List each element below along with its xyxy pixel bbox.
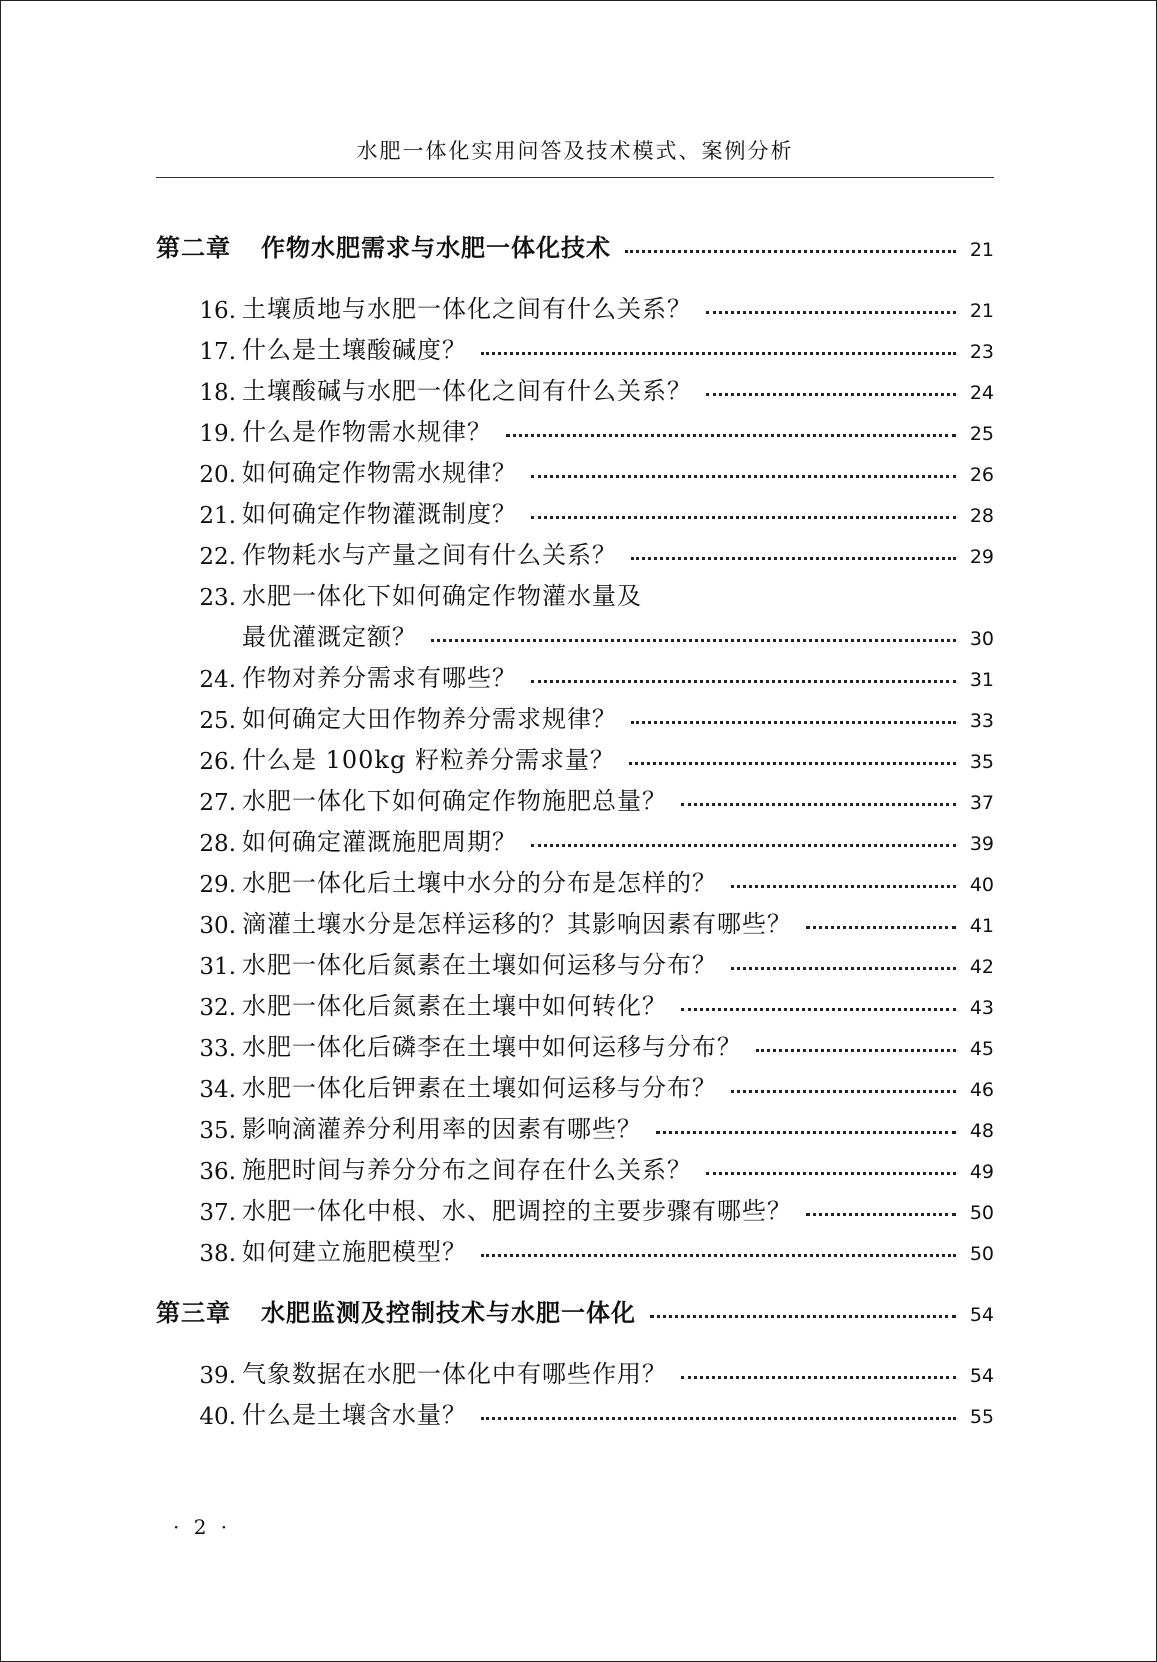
dot-leader	[706, 310, 956, 314]
toc-entry	[156, 530, 994, 570]
toc-entry	[156, 448, 994, 488]
entry-title: 作物对养分需求有哪些？	[242, 664, 517, 692]
dot-leader	[531, 679, 956, 683]
dot-leader	[681, 802, 956, 806]
entry-page-number: 25	[969, 423, 994, 445]
dot-leader	[706, 1171, 956, 1175]
dot-leader	[531, 843, 956, 847]
dot-leader	[481, 351, 956, 355]
toc-entry	[156, 981, 994, 1021]
entry-page-number: 54	[969, 1304, 994, 1326]
entry-page-number: 54	[969, 1365, 994, 1387]
toc-entry	[156, 940, 994, 980]
entry-page-number: 48	[969, 1120, 994, 1142]
entry-number: 32.	[199, 995, 236, 1021]
entry-number: 33.	[199, 1036, 236, 1062]
toc-entry	[156, 1022, 994, 1062]
toc-entry	[156, 284, 994, 324]
dot-leader	[806, 925, 956, 929]
toc-entry	[156, 489, 994, 529]
entry-title: 滴灌土壤水分是怎样运移的？其影响因素有哪些？	[242, 910, 792, 938]
entry-title: 什么是土壤含水量？	[242, 1401, 467, 1429]
toc-entry	[156, 899, 994, 939]
entry-title: 水肥一体化后氮素在土壤如何运移与分布？	[242, 951, 717, 979]
entry-number: 22.	[199, 544, 236, 570]
entry-title: 土壤质地与水肥一体化之间有什么关系？	[242, 295, 692, 323]
dot-leader	[681, 1007, 956, 1011]
entry-page-number: 49	[969, 1161, 994, 1183]
entry-title: 水肥一体化下如何确定作物施肥总量？	[242, 787, 667, 815]
toc-entry	[156, 1145, 994, 1185]
dot-leader	[681, 1375, 956, 1379]
toc-entry	[156, 407, 994, 447]
dot-leader	[731, 966, 956, 970]
entry-number: 17.	[199, 339, 236, 365]
toc-entry	[156, 1104, 994, 1144]
chapter-number: 第三章	[156, 1299, 231, 1327]
dot-leader	[481, 1253, 956, 1257]
entry-page-number: 45	[969, 1038, 994, 1060]
entry-title: 水肥一体化中根、水、肥调控的主要步骤有哪些？	[242, 1197, 792, 1225]
dot-leader	[625, 249, 956, 253]
toc-entry	[156, 694, 994, 734]
toc-entry	[156, 735, 994, 775]
entry-page-number: 26	[969, 464, 994, 486]
chapter-title-text: 水肥监测及控制技术与水肥一体化	[261, 1299, 636, 1327]
entry-number: 31.	[199, 954, 236, 980]
running-head: 水肥一体化实用问答及技术模式、案例分析	[356, 139, 794, 163]
entry-title: 最优灌溉定额？	[242, 623, 417, 651]
dot-leader	[531, 474, 956, 478]
dot-leader	[629, 761, 956, 765]
entry-page-number: 37	[969, 792, 994, 814]
dot-leader	[506, 433, 956, 437]
entry-page-number: 24	[969, 382, 994, 404]
entry-number: 28.	[199, 831, 236, 857]
entry-title: 土壤酸碱与水肥一体化之间有什么关系？	[242, 377, 692, 405]
entry-title: 如何确定作物需水规律？	[242, 459, 517, 487]
entry-page-number: 43	[969, 997, 994, 1019]
toc-entry	[156, 325, 994, 365]
chapter-number: 第二章	[156, 234, 231, 262]
entry-title: 如何确定大田作物养分需求规律？	[242, 705, 617, 733]
entry-page-number: 33	[969, 710, 994, 732]
toc-entry	[156, 1349, 994, 1389]
toc-entry	[156, 776, 994, 816]
entry-number: 36.	[199, 1159, 236, 1185]
dot-leader	[706, 392, 956, 396]
toc-entry	[156, 653, 994, 693]
dot-leader	[481, 1416, 956, 1420]
entry-page-number: 23	[969, 341, 994, 363]
entry-title: 水肥一体化后氮素在土壤中如何转化？	[242, 992, 667, 1020]
entry-number: 35.	[199, 1118, 236, 1144]
entry-number: 19.	[199, 421, 236, 447]
entry-title: 什么是土壤酸碱度？	[242, 336, 467, 364]
entry-title: 水肥一体化后钾素在土壤如何运移与分布？	[242, 1074, 717, 1102]
entry-title: 作物耗水与产量之间有什么关系？	[242, 541, 617, 569]
entry-number: 20.	[199, 462, 236, 488]
entry-page-number: 40	[969, 874, 994, 896]
dot-leader	[631, 556, 956, 560]
header-rule	[156, 177, 994, 178]
entry-title: 如何确定灌溉施肥周期？	[242, 828, 517, 856]
entry-number: 23.	[199, 585, 236, 611]
entry-number: 37.	[199, 1200, 236, 1226]
entry-number: 29.	[199, 872, 236, 898]
entry-title: 如何确定作物灌溉制度？	[242, 500, 517, 528]
entry-title: 影响滴灌养分利用率的因素有哪些？	[242, 1115, 642, 1143]
toc-entry	[156, 817, 994, 857]
entry-number: 18.	[199, 380, 236, 406]
entry-title: 施肥时间与养分分布之间存在什么关系？	[242, 1156, 692, 1184]
dot-leader	[731, 1089, 956, 1093]
toc-chapter-heading	[156, 1288, 994, 1328]
toc-entry	[156, 1186, 994, 1226]
chapter-title-text: 作物水肥需求与水肥一体化技术	[261, 234, 611, 262]
entry-page-number: 28	[969, 505, 994, 527]
entry-number: 34.	[199, 1077, 236, 1103]
entry-page-number: 30	[969, 628, 994, 650]
entry-number: 21.	[199, 503, 236, 529]
entry-title: 水肥一体化后土壤中水分的分布是怎样的？	[242, 869, 717, 897]
dot-leader	[731, 884, 956, 888]
dot-leader	[431, 638, 956, 642]
entry-page-number: 46	[969, 1079, 994, 1101]
entry-title: 水肥一体化下如何确定作物灌水量及	[242, 582, 642, 610]
entry-page-number: 39	[969, 833, 994, 855]
entry-number: 24.	[199, 667, 236, 693]
toc-entry	[156, 858, 994, 898]
page-folio: · 2 ·	[173, 1515, 232, 1539]
entry-number: 40.	[199, 1404, 236, 1430]
dot-leader	[531, 515, 956, 519]
dot-leader	[631, 720, 956, 724]
entry-number: 25.	[199, 708, 236, 734]
entry-number: 26.	[199, 749, 236, 775]
toc-chapter-heading	[156, 223, 994, 263]
entry-page-number: 21	[969, 300, 994, 322]
toc-entry	[156, 366, 994, 406]
entry-title: 如何建立施肥模型？	[242, 1238, 467, 1266]
entry-number: 39.	[199, 1363, 236, 1389]
toc-entry	[156, 1390, 994, 1430]
entry-title: 气象数据在水肥一体化中有哪些作用？	[242, 1360, 667, 1388]
dot-leader	[756, 1048, 956, 1052]
entry-page-number: 55	[969, 1406, 994, 1428]
chapter-title	[156, 1293, 636, 1328]
entry-page-number: 29	[969, 546, 994, 568]
entry-title: 水肥一体化后磷李在土壤中如何运移与分布？	[242, 1033, 742, 1061]
entry-page-number: 35	[969, 751, 994, 773]
toc-entry	[156, 612, 994, 652]
entry-number: 30.	[199, 913, 236, 939]
chapter-title	[156, 228, 611, 263]
dot-leader	[650, 1314, 956, 1318]
entry-number: 27.	[199, 790, 236, 816]
dot-leader	[656, 1130, 956, 1134]
entry-number: 38.	[199, 1241, 236, 1267]
toc-entry	[156, 571, 994, 611]
toc-entry	[156, 1227, 994, 1267]
entry-page-number: 50	[969, 1243, 994, 1265]
entry-title: 什么是 100kg 籽粒养分需求量？	[242, 746, 615, 774]
entry-page-number: 41	[969, 915, 994, 937]
entry-title: 什么是作物需水规律？	[242, 418, 492, 446]
entry-number: 16.	[199, 298, 236, 324]
toc-entry	[156, 1063, 994, 1103]
entry-page-number: 21	[969, 239, 994, 261]
entry-page-number: 50	[969, 1202, 994, 1224]
entry-page-number: 42	[969, 956, 994, 978]
dot-leader	[806, 1212, 956, 1216]
entry-page-number: 31	[969, 669, 994, 691]
